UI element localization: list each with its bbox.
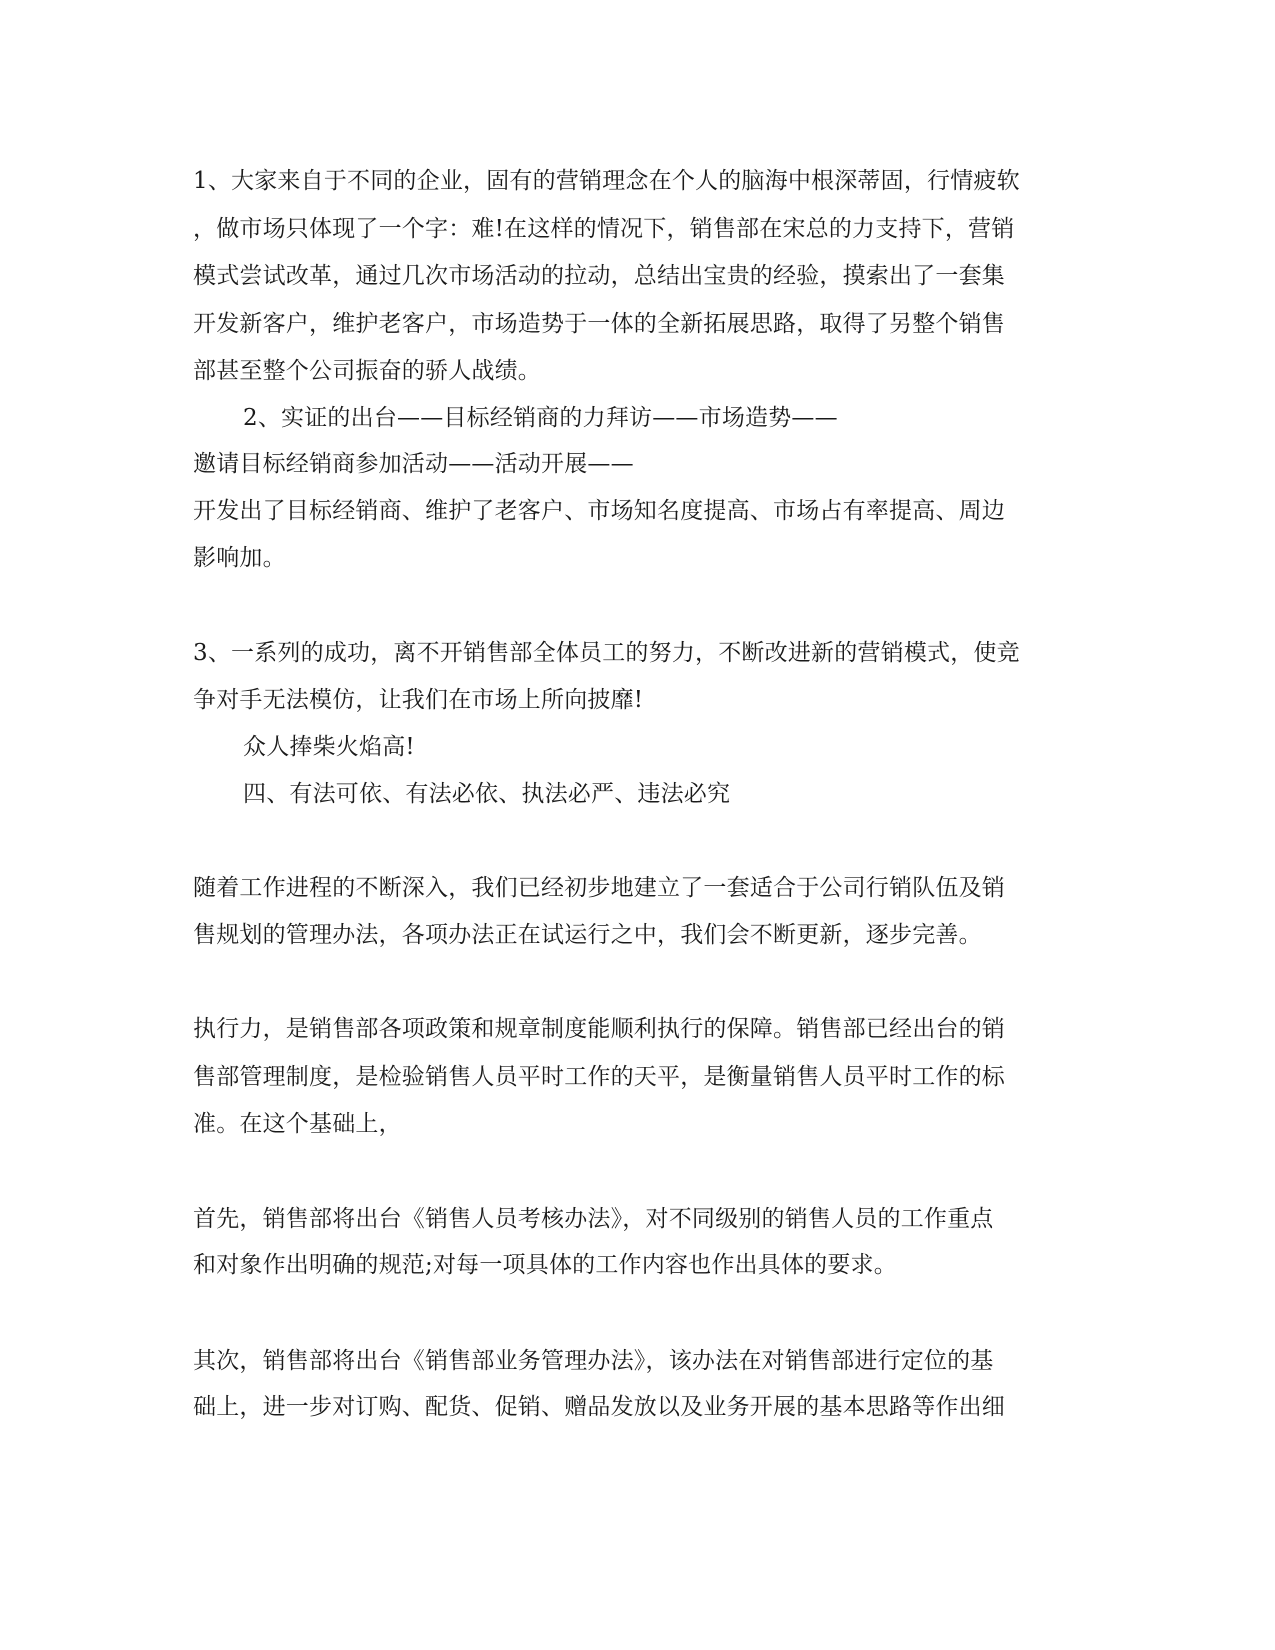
section-heading: 四、有法可依、有法必依、执法必严、违法必究 <box>243 781 731 807</box>
paragraph-line: 础上，进一步对订购、配货、促销、赠品发放以及业务开展的基本思路等作出细 <box>193 1394 1005 1420</box>
paragraph-line: 执行力，是销售部各项政策和规章制度能顺利执行的保障。销售部已经出台的销 <box>193 1016 1005 1042</box>
paragraph-line: 开发新客户，维护老客户，市场造势于一体的全新拓展思路，取得了另整个销售 <box>193 311 1005 337</box>
paragraph-line: 影响加。 <box>193 545 286 571</box>
paragraph-line: 随着工作进程的不断深入，我们已经初步地建立了一套适合于公司行销队伍及销 <box>193 875 1005 901</box>
paragraph-line: 争对手无法模仿，让我们在市场上所向披靡! <box>193 687 644 713</box>
paragraph-line: 邀请目标经销商参加活动——活动开展—— <box>193 451 634 477</box>
paragraph-line: 准。在这个基础上， <box>193 1111 402 1137</box>
paragraph-line: 售规划的管理办法，各项办法正在试运行之中，我们会不断更新，逐步完善。 <box>193 922 982 948</box>
paragraph-line: 和对象作出明确的规范;对每一项具体的工作内容也作出具体的要求。 <box>193 1252 897 1278</box>
paragraph-line: 售部管理制度，是检验销售人员平时工作的天平，是衡量销售人员平时工作的标 <box>193 1064 1005 1090</box>
paragraph-line: ，做市场只体现了一个字：难!在这样的情况下，销售部在宋总的力支持下，营销 <box>193 216 1015 242</box>
paragraph-line: 其次，销售部将出台《销售部业务管理办法》，该办法在对销售部进行定位的基 <box>193 1348 994 1374</box>
paragraph-line: 模式尝试改革，通过几次市场活动的拉动，总结出宝贵的经验，摸索出了一套集 <box>193 263 1005 289</box>
paragraph-line: 3、一系列的成功，离不开销售部全体员工的努力，不断改进新的营销模式，使竞 <box>193 640 1020 666</box>
paragraph-line: 2、实证的出台——目标经销商的力拜访——市场造势—— <box>243 405 838 431</box>
paragraph-line: 众人捧柴火焰高! <box>243 734 415 760</box>
paragraph-line: 1、大家来自于不同的企业，固有的营销理念在个人的脑海中根深蒂固，行情疲软 <box>193 168 1020 194</box>
paragraph-line: 首先，销售部将出台《销售人员考核办法》，对不同级别的销售人员的工作重点 <box>193 1206 994 1232</box>
paragraph-line: 开发出了目标经销商、维护了老客户、市场知名度提高、市场占有率提高、周边 <box>193 498 1005 524</box>
paragraph-line: 部甚至整个公司振奋的骄人战绩。 <box>193 358 541 384</box>
